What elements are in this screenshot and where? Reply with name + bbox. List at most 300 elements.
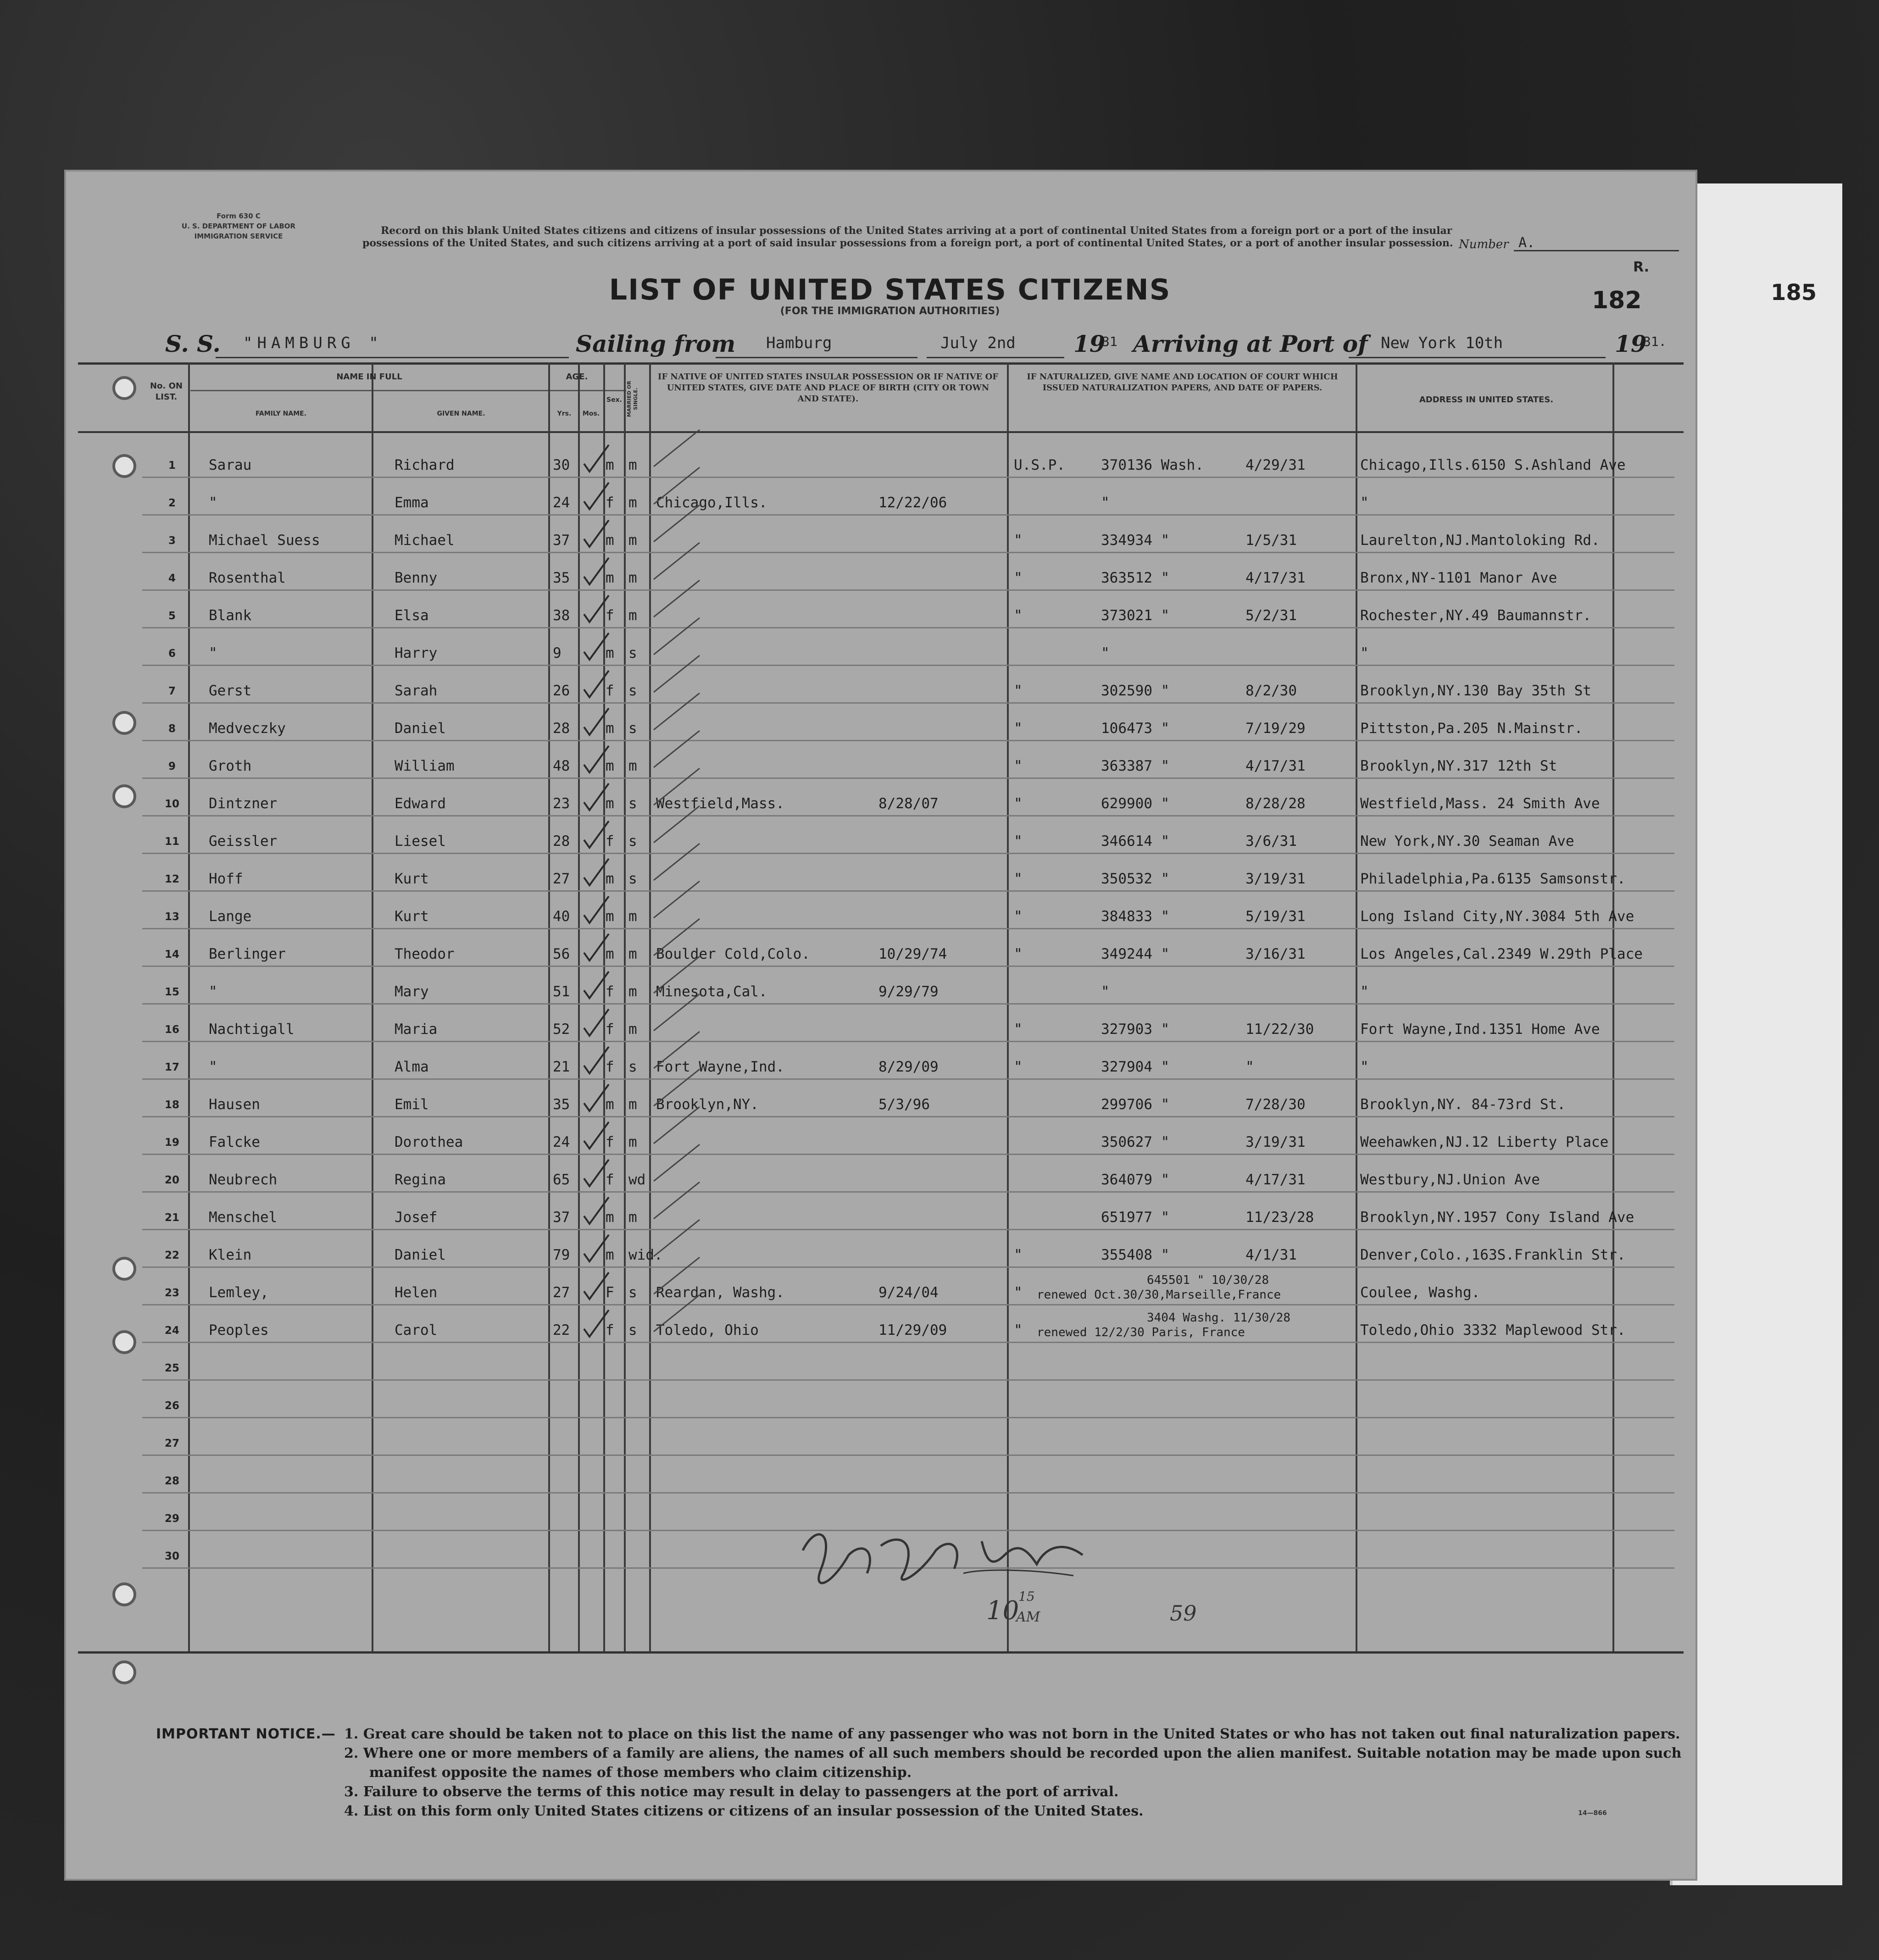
cell-marital-status: s: [628, 1322, 637, 1338]
row-number: 23: [164, 1287, 179, 1299]
cell-naturalization-date: 7/28/30: [1245, 1096, 1306, 1113]
cell-sex: f: [606, 983, 614, 1000]
cell-address: ": [1360, 983, 1369, 1000]
cell-age-years: 40: [553, 908, 570, 925]
cell-marital-status: m: [628, 457, 637, 473]
cell-age-years: 48: [553, 758, 570, 774]
department-name: U. S. DEPARTMENT OF LABOR: [181, 222, 296, 230]
row-number: 11: [164, 836, 179, 848]
cell-naturalization-court: ": [1014, 1021, 1023, 1038]
cell-naturalization-number: 350627 ": [1101, 1134, 1170, 1150]
slash-mark-icon: [651, 879, 702, 920]
cell-address: Weehawken,NJ.12 Liberty Place: [1360, 1134, 1609, 1150]
row-number: 15: [164, 986, 179, 998]
cell-marital-status: m: [628, 570, 637, 586]
check-mark-icon: [580, 819, 612, 851]
slash-mark-icon: [651, 1293, 702, 1334]
cell-marital-status: s: [628, 871, 637, 887]
time-minutes: 15: [1018, 1589, 1035, 1604]
page-number: 182: [1592, 287, 1642, 314]
check-mark-icon: [580, 556, 612, 588]
table-row: [78, 591, 1684, 628]
row-number: 26: [164, 1400, 179, 1412]
arriving-port: New York 10th: [1381, 334, 1503, 352]
cell-family-name: Hausen: [209, 1096, 260, 1113]
notice-item-4: 4. List on this form only United States citizens or citizens of an insular possession of the United States.: [344, 1803, 1144, 1819]
ship-name-line: [216, 357, 569, 358]
slash-mark-icon: [651, 1029, 702, 1071]
cell-marital-status: wid.: [628, 1247, 663, 1263]
header-no: No. ON LIST.: [150, 381, 183, 402]
table-row: [78, 1343, 1684, 1381]
cell-family-name: Neubrech: [209, 1172, 278, 1188]
cell-birth-date: 10/29/74: [878, 946, 947, 962]
cell-marital-status: m: [628, 1209, 637, 1226]
cell-naturalization-number: ": [1101, 645, 1110, 661]
ship-label: S. S.: [165, 330, 221, 357]
cell-family-name: ": [209, 983, 217, 1000]
header-family-name: FAMILY NAME.: [255, 410, 307, 417]
cell-marital-status: s: [628, 795, 637, 812]
cell-naturalization-number: 302590 ": [1101, 683, 1170, 699]
cell-family-name: Berlinger: [209, 946, 286, 962]
cell-family-name: Lemley,: [209, 1284, 269, 1301]
table-row: [78, 478, 1684, 516]
cell-address: Fort Wayne,Ind.1351 Home Ave: [1360, 1021, 1600, 1038]
header-yrs: Yrs.: [557, 410, 572, 417]
binder-hole: [112, 1257, 136, 1281]
cell-given-name: Sarah: [395, 683, 438, 699]
cell-naturalization-date: 8/2/30: [1245, 683, 1297, 699]
check-mark-icon: [580, 1045, 612, 1077]
cell-family-name: Groth: [209, 758, 252, 774]
sailing-date-line: [927, 357, 1064, 358]
cell-sex: F: [606, 1284, 614, 1301]
check-mark-icon: [580, 1233, 612, 1265]
cell-naturalization-court: ": [1014, 1284, 1023, 1301]
cell-naturalization-date: 4/17/31: [1245, 1172, 1306, 1188]
arriving-year-prefix: 19: [1615, 330, 1647, 357]
cell-naturalization-court: ": [1014, 570, 1023, 586]
cell-address: Laurelton,NJ.Mantoloking Rd.: [1360, 532, 1600, 549]
cell-address: Philadelphia,Pa.6135 Samsonstr.: [1360, 871, 1626, 887]
cell-age-years: 28: [553, 833, 570, 850]
sailing-year-prefix: 19: [1073, 330, 1106, 357]
cell-given-name: Daniel: [395, 1247, 446, 1263]
cell-sex: m: [606, 946, 614, 962]
row-number: 29: [164, 1513, 179, 1525]
check-mark-icon: [580, 706, 612, 738]
check-mark-icon: [580, 669, 612, 701]
cell-marital-status: m: [628, 607, 637, 624]
cell-address: ": [1360, 1059, 1369, 1075]
cell-naturalization-number: 349244 ": [1101, 946, 1170, 962]
cell-naturalization-number: 373021 ": [1101, 607, 1170, 624]
cell-sex: f: [606, 833, 614, 850]
slash-mark-icon: [651, 954, 702, 995]
cell-family-name: Klein: [209, 1247, 252, 1263]
cell-naturalization-date: 11/22/30: [1245, 1021, 1314, 1038]
cell-birth-place: Brooklyn,NY.: [656, 1096, 759, 1113]
cell-naturalization-number: 629900 ": [1101, 795, 1170, 812]
cell-marital-status: s: [628, 645, 637, 661]
row-number: 10: [164, 798, 179, 810]
cell-sex: f: [606, 1172, 614, 1188]
table-row: [78, 1305, 1684, 1343]
form-number: Form 630 C: [217, 212, 261, 220]
check-mark-icon: [580, 744, 612, 776]
cell-sex: m: [606, 871, 614, 887]
row-number: 1: [168, 460, 176, 472]
cell-birth-date: 8/28/07: [878, 795, 939, 812]
cell-naturalization-date: 4/29/31: [1245, 457, 1306, 473]
cell-marital-status: m: [628, 758, 637, 774]
row-number: 21: [164, 1212, 179, 1224]
cell-family-name: Nachtigall: [209, 1021, 295, 1038]
slash-mark-icon: [651, 992, 702, 1033]
cell-marital-status: m: [628, 983, 637, 1000]
arriving-year-suffix: 31.: [1643, 334, 1667, 349]
table-row: [78, 1456, 1684, 1494]
cell-family-name: Rosenthal: [209, 570, 286, 586]
form-identifier: [161, 211, 317, 241]
time-ampm: AM: [1016, 1609, 1040, 1625]
row-number: 19: [164, 1137, 179, 1149]
row-number: 2: [168, 497, 176, 509]
slash-mark-icon: [651, 841, 702, 883]
slash-mark-icon: [651, 1180, 702, 1221]
cell-age-years: 65: [553, 1172, 570, 1188]
check-mark-icon: [580, 782, 612, 814]
slash-mark-icon: [651, 428, 702, 469]
cell-sex: m: [606, 1247, 614, 1263]
cell-birth-place: Reardan, Washg.: [656, 1284, 784, 1301]
form-instructions: Record on this blank United States citizens and citizens of insular possessions of the United States arriving at a port of continental United States from a foreign port or a port of the insular possessions of the United States, and such citizens arriving at a port of said insular possessions from a foreign port, a port of continental United States, or a port of another insular possession.: [362, 225, 1453, 249]
cell-age-years: 52: [553, 1021, 570, 1038]
binder-hole: [112, 711, 136, 735]
cell-naturalization-date: 11/23/28: [1245, 1209, 1314, 1226]
cell-naturalization-number: 3404 Washg. 11/30/28: [1147, 1311, 1291, 1325]
cell-age-years: 56: [553, 946, 570, 962]
cell-address: Denver,Colo.,163S.Franklin Str.: [1360, 1247, 1626, 1263]
cell-family-name: Blank: [209, 607, 252, 624]
cell-marital-status: m: [628, 494, 637, 511]
cell-marital-status: m: [628, 1096, 637, 1113]
cell-age-years: 21: [553, 1059, 570, 1075]
row-number: 5: [168, 610, 176, 622]
cell-birth-place: Toledo, Ohio: [656, 1322, 759, 1338]
slash-mark-icon: [651, 1255, 702, 1296]
cell-age-years: 24: [553, 1134, 570, 1150]
cell-address: Rochester,NY.49 Baumannstr.: [1360, 607, 1591, 624]
notice-label: IMPORTANT NOTICE.—: [156, 1726, 336, 1742]
cell-naturalization-number: 370136 Wash.: [1101, 457, 1204, 473]
cell-birth-date: 9/29/79: [878, 983, 939, 1000]
cell-marital-status: m: [628, 908, 637, 925]
table-row: [78, 1005, 1684, 1042]
check-mark-icon: [580, 481, 612, 513]
cell-address: Brooklyn,NY.1957 Cony Island Ave: [1360, 1209, 1634, 1226]
table-top-rule: [78, 362, 1684, 365]
cell-marital-status: m: [628, 946, 637, 962]
slash-mark-icon: [651, 1142, 702, 1183]
r-mark: R.: [1633, 259, 1650, 275]
cell-address: ": [1360, 645, 1369, 661]
table-row: [78, 440, 1684, 478]
check-mark-icon: [580, 1083, 612, 1115]
cell-family-name: Gerst: [209, 683, 252, 699]
slash-mark-icon: [651, 691, 702, 732]
table-row: [78, 1117, 1684, 1155]
binder-hole: [112, 1582, 136, 1606]
table-row: [78, 779, 1684, 816]
row-number: 9: [168, 761, 176, 772]
check-mark-icon: [580, 894, 612, 927]
cell-given-name: Harry: [395, 645, 438, 661]
row-number: 8: [168, 723, 176, 735]
cell-sex: f: [606, 1134, 614, 1150]
binder-hole: [112, 1330, 136, 1354]
sailing-from-line: [716, 357, 917, 358]
check-mark-icon: [580, 970, 612, 1002]
notice-item-3: 3. Failure to observe the terms of this notice may result in delay to passengers at the port of arrival.: [344, 1784, 1119, 1800]
cell-marital-status: m: [628, 1134, 637, 1150]
cell-naturalization-number: 651977 ": [1101, 1209, 1170, 1226]
cell-given-name: Regina: [395, 1172, 446, 1188]
cell-age-years: 30: [553, 457, 570, 473]
cell-naturalization-date: 3/19/31: [1245, 1134, 1306, 1150]
arriving-port-line: [1349, 357, 1606, 358]
cell-given-name: Emil: [395, 1096, 429, 1113]
cell-age-years: 79: [553, 1247, 570, 1263]
slash-mark-icon: [651, 916, 702, 958]
cell-sex: f: [606, 607, 614, 624]
cell-naturalization-date: 4/17/31: [1245, 758, 1306, 774]
notice-item-2: 2. Where one or more members of a family are aliens, the names of all such members should be recorded upon the alien manifest. Suitable notation may be made upon such: [344, 1745, 1682, 1761]
slash-mark-icon: [651, 728, 702, 770]
table-row: [78, 1418, 1684, 1456]
cell-naturalization-date: 5/19/31: [1245, 908, 1306, 925]
row-number: 6: [168, 648, 176, 660]
cell-family-name: Dintzner: [209, 795, 278, 812]
row-number: 7: [168, 685, 176, 697]
cell-sex: f: [606, 1322, 614, 1338]
cell-birth-date: 5/3/96: [878, 1096, 930, 1113]
cell-marital-status: s: [628, 833, 637, 850]
cell-naturalization-date: 4/17/31: [1245, 570, 1306, 586]
cell-naturalization-court: ": [1014, 1322, 1023, 1338]
cell-family-name: ": [209, 645, 217, 661]
ship-name: "HAMBURG ": [243, 334, 383, 352]
header-sex: Sex.: [606, 396, 622, 404]
check-mark-icon: [580, 932, 612, 964]
cell-address: Chicago,Ills.6150 S.Ashland Ave: [1360, 457, 1626, 473]
row-number: 16: [164, 1024, 179, 1036]
header-address: ADDRESS IN UNITED STATES.: [1419, 395, 1554, 405]
cell-marital-status: s: [628, 720, 637, 737]
cell-given-name: Alma: [395, 1059, 429, 1075]
cell-given-name: Michael: [395, 532, 455, 549]
header-given-name: GIVEN NAME.: [437, 410, 485, 417]
cell-naturalization-court: ": [1014, 908, 1023, 925]
cell-birth-place: Boulder Cold,Colo.: [656, 946, 810, 962]
service-name: IMMIGRATION SERVICE: [194, 232, 283, 240]
table-bottom-rule: [78, 1651, 1684, 1654]
cell-naturalization-court: ": [1014, 683, 1023, 699]
cell-age-years: 35: [553, 570, 570, 586]
header-name-in-full: NAME IN FULL: [336, 372, 402, 382]
cell-family-name: Falcke: [209, 1134, 260, 1150]
cell-naturalization-number: 355408 ": [1101, 1247, 1170, 1263]
cell-naturalization-court: ": [1014, 532, 1023, 549]
cell-given-name: Carol: [395, 1322, 438, 1338]
cell-given-name: Elsa: [395, 607, 429, 624]
cell-naturalization-court: ": [1014, 720, 1023, 737]
cell-naturalization-date: 7/19/29: [1245, 720, 1306, 737]
table-row: [78, 1042, 1684, 1080]
cell-family-name: Michael Suess: [209, 532, 320, 549]
cell-birth-place: Westfield,Mass.: [656, 795, 784, 812]
cell-naturalization-number: 299706 ": [1101, 1096, 1170, 1113]
binder-hole: [112, 454, 136, 478]
cell-address: Long Island City,NY.3084 5th Ave: [1360, 908, 1634, 925]
slash-mark-icon: [651, 1105, 702, 1146]
check-mark-icon: [580, 518, 612, 550]
cell-sex: f: [606, 494, 614, 511]
row-number: 17: [164, 1061, 179, 1073]
cell-given-name: Edward: [395, 795, 446, 812]
number-line: [1514, 250, 1679, 251]
cell-naturalization-court: ": [1014, 871, 1023, 887]
cell-naturalization-number: ": [1101, 494, 1110, 511]
slash-mark-icon: [651, 766, 702, 807]
cell-age-years: 27: [553, 1284, 570, 1301]
cell-age-years: 51: [553, 983, 570, 1000]
cell-address: Westbury,NJ.Union Ave: [1360, 1172, 1540, 1188]
cell-birth-place: Chicago,Ills.: [656, 494, 767, 511]
header-birth: IF NATIVE OF UNITED STATES INSULAR POSSESSION OR IF NATIVE OF UNITED STATES, GIVE DATE AND PLACE OF BIRTH (CITY OR TOWN AND STATE).: [657, 372, 999, 404]
binder-hole: [112, 1660, 136, 1684]
cell-sex: m: [606, 1096, 614, 1113]
cell-family-name: Menschel: [209, 1209, 278, 1226]
cell-naturalization-number: 384833 ": [1101, 908, 1170, 925]
cell-marital-status: s: [628, 1059, 637, 1075]
cell-birth-date: 11/29/09: [878, 1322, 947, 1338]
cell-naturalization-number: 363387 ": [1101, 758, 1170, 774]
cell-naturalization-date: 3/6/31: [1245, 833, 1297, 850]
cell-given-name: Josef: [395, 1209, 438, 1226]
inspector-signature: [789, 1514, 1110, 1638]
cell-given-name: Helen: [395, 1284, 438, 1301]
slash-mark-icon: [651, 503, 702, 544]
cell-family-name: Peoples: [209, 1322, 269, 1338]
cell-naturalization-number: 350532 ": [1101, 871, 1170, 887]
table-row: [78, 516, 1684, 553]
cell-given-name: Theodor: [395, 946, 455, 962]
cell-age-years: 38: [553, 607, 570, 624]
cell-naturalization-date: 5/2/31: [1245, 607, 1297, 624]
cell-naturalization-court: ": [1014, 1059, 1023, 1075]
check-mark-icon: [580, 1120, 612, 1152]
check-mark-icon: [580, 857, 612, 889]
row-number: 30: [164, 1550, 179, 1562]
table-row: [78, 1080, 1684, 1117]
header-married: MARRIED OR SINGLE.: [626, 381, 639, 417]
check-mark-icon: [580, 1007, 612, 1039]
cell-naturalization-number: 364079 ": [1101, 1172, 1170, 1188]
cell-naturalization-number: 346614 ": [1101, 833, 1170, 850]
sailing-date: July 2nd: [940, 334, 1016, 352]
cell-naturalization-date: renewed 12/2/30 Paris, France: [1037, 1326, 1245, 1339]
name-subheader-rule: [190, 390, 626, 391]
cell-given-name: William: [395, 758, 455, 774]
cell-sex: m: [606, 758, 614, 774]
row-number: 12: [164, 873, 179, 885]
cell-age-years: 23: [553, 795, 570, 812]
cell-family-name: ": [209, 494, 217, 511]
time-hour: 10: [986, 1596, 1019, 1626]
row-number: 22: [164, 1249, 179, 1261]
cell-sex: f: [606, 1021, 614, 1038]
number-label: Number: [1459, 238, 1509, 251]
cell-naturalization-number: 645501 " 10/30/28: [1147, 1273, 1269, 1287]
table-row: [78, 929, 1684, 967]
cell-sex: m: [606, 908, 614, 925]
cell-address: Pittston,Pa.205 N.Mainstr.: [1360, 720, 1583, 737]
check-mark-icon: [580, 1308, 612, 1340]
cell-sex: m: [606, 457, 614, 473]
cell-family-name: Geissler: [209, 833, 278, 850]
cell-naturalization-date: renewed Oct.30/30,Marseille,France: [1037, 1288, 1281, 1302]
row-number: 4: [168, 572, 176, 584]
cell-given-name: Benny: [395, 570, 438, 586]
cell-naturalization-date: 1/5/31: [1245, 532, 1297, 549]
cell-sex: m: [606, 795, 614, 812]
row-number: 24: [164, 1325, 179, 1337]
table-row: [78, 854, 1684, 892]
cell-age-years: 24: [553, 494, 570, 511]
footer-code: 14—866: [1578, 1810, 1607, 1817]
row-number: 14: [164, 949, 179, 961]
cell-naturalization-court: ": [1014, 607, 1023, 624]
sailing-from: Hamburg: [766, 334, 832, 352]
cell-marital-status: wd: [628, 1172, 646, 1188]
cell-address: Brooklyn,NY.130 Bay 35th St: [1360, 683, 1591, 699]
cell-address: Los Angeles,Cal.2349 W.29th Place: [1360, 946, 1643, 962]
cell-given-name: Dorothea: [395, 1134, 463, 1150]
slash-mark-icon: [651, 616, 702, 657]
cell-sex: m: [606, 645, 614, 661]
header-mos: Mos.: [582, 410, 600, 417]
binder-hole: [112, 376, 136, 400]
row-number: 28: [164, 1475, 179, 1487]
table-row: [78, 1193, 1684, 1230]
cell-age-years: 22: [553, 1322, 570, 1338]
slash-mark-icon: [651, 578, 702, 619]
cell-family-name: Lange: [209, 908, 252, 925]
cell-address: New York,NY.30 Seaman Ave: [1360, 833, 1574, 850]
cell-sex: m: [606, 720, 614, 737]
slash-mark-icon: [651, 804, 702, 845]
cell-family-name: Sarau: [209, 457, 252, 473]
cell-address: Brooklyn,NY. 84-73rd St.: [1360, 1096, 1566, 1113]
table-row: [78, 892, 1684, 929]
cell-address: Toledo,Ohio 3332 Maplewood Str.: [1360, 1322, 1626, 1338]
table-row: [78, 1381, 1684, 1418]
cell-naturalization-court: ": [1014, 795, 1023, 812]
row-number: 25: [164, 1362, 179, 1374]
cell-family-name: Medveczky: [209, 720, 286, 737]
